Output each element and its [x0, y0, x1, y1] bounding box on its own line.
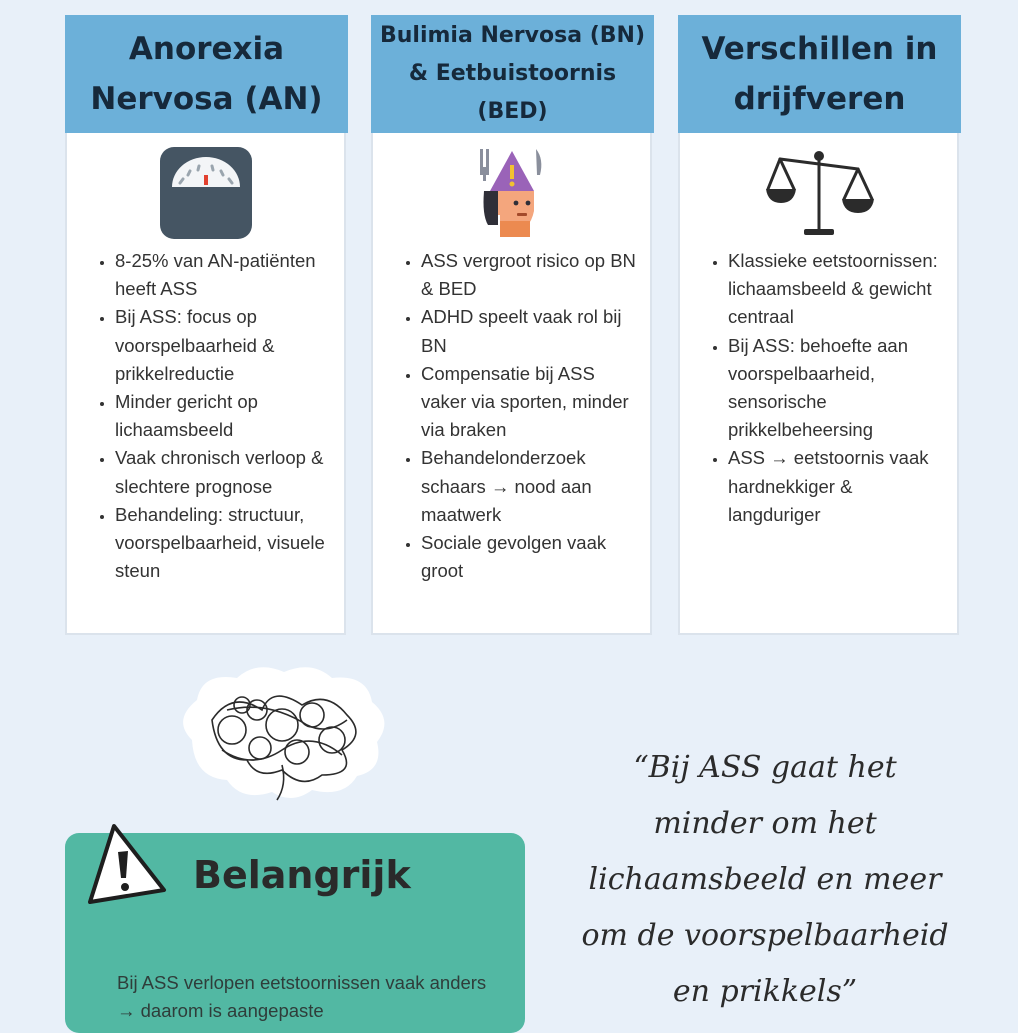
scale-icon — [67, 145, 344, 241]
list-item: • ADHD speelt vaak rol bij BN — [421, 303, 640, 359]
card-anorexia — [65, 15, 346, 635]
list-item: • Behandeling: structuur, voorspelbaarheid, visuele steun — [115, 501, 334, 586]
list-item: • ASS vergroot risico op BN & BED — [421, 247, 640, 303]
list-item: • Bij ASS: focus op voorspelbaarheid & prikkelreductie — [115, 303, 334, 388]
worried-person-with-cutlery-icon — [373, 145, 650, 241]
quote-line: minder om het — [653, 806, 877, 841]
balance-scale-icon — [680, 145, 957, 241]
list-item: • Klassieke eetstoornissen: lichaamsbeeld & gewicht centraal — [728, 247, 947, 332]
warning-triangle-icon — [84, 820, 168, 906]
list-item: • Minder gericht op lichaamsbeeld — [115, 388, 334, 444]
list-item: • ASS → eetstoornis vaak hardnekkiger & langduriger — [728, 444, 947, 529]
list-item: • Sociale gevolgen vaak groot — [421, 529, 640, 585]
quote-line: “Bij ASS gaat het — [633, 750, 897, 785]
card-list-bulimia — [373, 247, 650, 585]
tangled-brain-icon — [172, 660, 394, 805]
quote-line: om de voorspelbaarheid — [581, 918, 949, 953]
card-drijfveren — [678, 15, 959, 635]
card-header-anorexia — [65, 15, 348, 133]
list-item: • Compensatie bij ASS vaker via sporten, minder via braken — [421, 360, 640, 445]
card-header-drijfveren — [678, 15, 961, 133]
card-bulimia — [371, 15, 652, 635]
card-title-drijfveren: Verschillen in drijfveren — [701, 31, 938, 117]
card-list-drijfveren — [680, 247, 957, 529]
important-body: Bij ASS verlopen eetstoornissen vaak anders → daarom is aangepaste — [117, 972, 487, 1021]
list-item: • 8-25% van AN-patiënten heeft ASS — [115, 247, 334, 303]
list-item: • Bij ASS: behoefte aan voorspelbaarheid, sensorische prikkelbeheersing — [728, 332, 947, 445]
quote-line: en prikkels” — [672, 974, 858, 1009]
quote — [580, 740, 950, 1020]
card-title-bulimia: Bulimia Nervosa (BN) & Eetbuistoornis (BED) — [379, 23, 645, 124]
card-title-anorexia: Anorexia Nervosa (AN) — [90, 31, 323, 117]
list-item: • Vaak chronisch verloop & slechtere prognose — [115, 444, 334, 500]
important-title: Belangrijk — [193, 853, 411, 897]
list-item: • Behandelonderzoek schaars → nood aan maatwerk — [421, 444, 640, 529]
card-header-bulimia — [371, 15, 654, 133]
card-list-anorexia — [67, 247, 344, 585]
quote-line: lichaamsbeeld en meer — [588, 862, 942, 897]
